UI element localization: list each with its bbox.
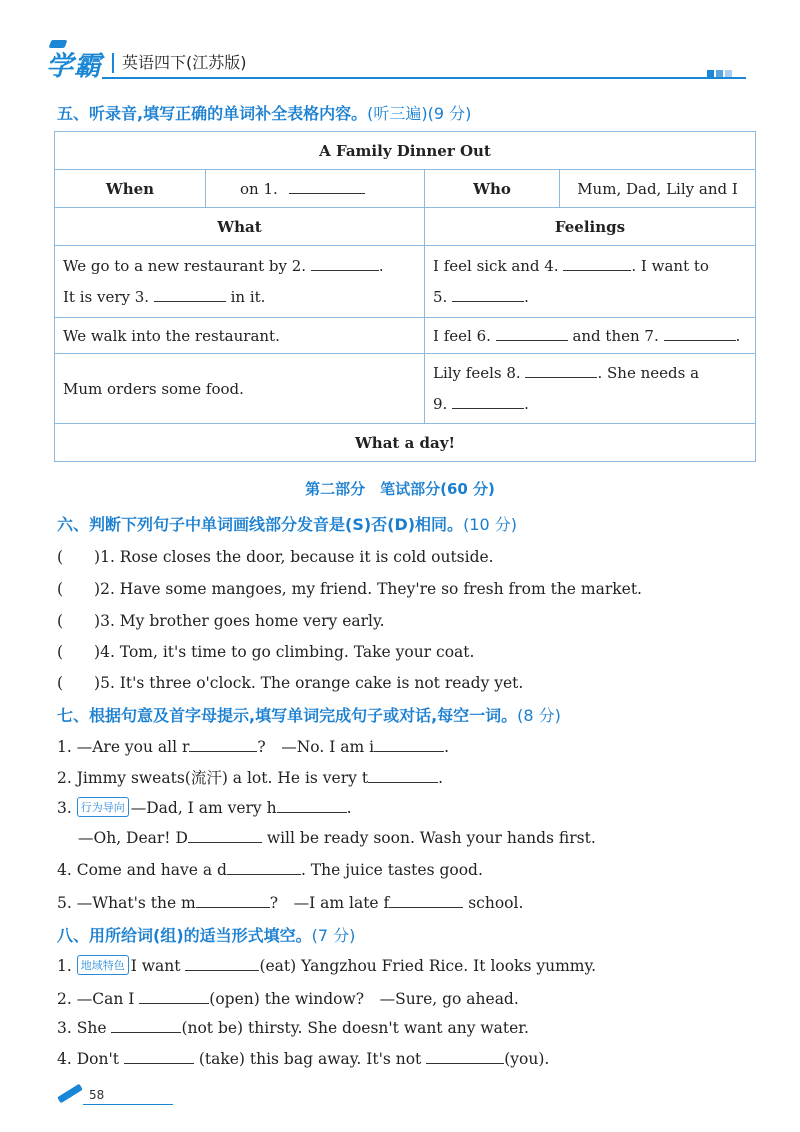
- s7-blank-3b[interactable]: [188, 828, 262, 843]
- header-rule: [102, 77, 746, 79]
- section-5-title: 五、听录音,填写正确的单词补全表格内容。(听三遍)(9 分): [57, 104, 472, 123]
- blank-6[interactable]: [496, 326, 568, 341]
- s7-blank-2[interactable]: [368, 768, 438, 783]
- s7-q2: 2. Jimmy sweats(流汗) a lot. He is very t .: [57, 769, 443, 787]
- page-header: [46, 44, 746, 84]
- region-tag: 地域特色: [77, 955, 129, 975]
- footer-rule: [83, 1104, 173, 1105]
- header-decoration: [705, 62, 732, 81]
- s8-blank-2[interactable]: [139, 989, 209, 1004]
- s7-q1: 1. —Are you all r ? —No. I am i .: [57, 738, 450, 756]
- s6-item-3: ( )3. My brother goes home very early.: [57, 612, 385, 630]
- blank-4[interactable]: [563, 256, 631, 271]
- s8-q2: 2. —Can I (open) the window? —Sure, go ahead.: [57, 990, 519, 1008]
- behavior-tag: 行为导向: [77, 797, 129, 817]
- blank-1[interactable]: [289, 179, 365, 194]
- s8-q4: 4. Don't (take) this bag away. It's not (you).: [57, 1050, 550, 1068]
- feelings-row-3: Lily feels 8. . She needs a 9. .: [425, 354, 756, 424]
- pencil-icon: [57, 1084, 83, 1104]
- blank-5[interactable]: [452, 287, 524, 302]
- blank-2[interactable]: [311, 256, 379, 271]
- feelings-row-2: I feel 6. and then 7. .: [425, 318, 756, 354]
- s7-blank-1b[interactable]: [374, 737, 444, 752]
- blank-9[interactable]: [452, 394, 524, 409]
- page-number: 58: [89, 1088, 105, 1102]
- s8-blank-4b[interactable]: [426, 1049, 504, 1064]
- who-value: Mum, Dad, Lily and I: [560, 170, 756, 208]
- what-row-3: Mum orders some food.: [55, 354, 425, 424]
- s6-item-2: ( )2. Have some mangoes, my friend. They're so fresh from the market.: [57, 580, 642, 598]
- s8-blank-1[interactable]: [185, 956, 259, 971]
- when-label: When: [55, 170, 206, 208]
- section-6-title: 六、判断下列句子中单词画线部分发音是(S)否(D)相同。(10 分): [57, 515, 517, 534]
- section-8-title: 八、用所给词(组)的适当形式填空。(7 分): [57, 926, 356, 945]
- s7-q3-reply: —Oh, Dear! D will be ready soon. Wash your hands first.: [78, 829, 596, 847]
- s7-blank-5b[interactable]: [389, 893, 463, 908]
- blank-8[interactable]: [525, 363, 597, 378]
- what-header: What: [55, 208, 425, 246]
- table-title: A Family Dinner Out: [55, 132, 756, 170]
- what-row-2: We walk into the restaurant.: [55, 318, 425, 354]
- s7-blank-5a[interactable]: [196, 893, 270, 908]
- brand-logo: [46, 44, 102, 83]
- blank-3[interactable]: [154, 287, 226, 302]
- part-2-title: 第二部分 笔试部分(60 分): [305, 480, 495, 498]
- graduation-cap-icon: [49, 40, 68, 48]
- s8-q3: 3. She (not be) thirsty. She doesn't want any water.: [57, 1019, 529, 1037]
- s7-blank-4[interactable]: [227, 860, 301, 875]
- s6-item-4: ( )4. Tom, it's time to go climbing. Take your coat.: [57, 643, 475, 661]
- s6-item-1: ( )1. Rose closes the door, because it is cold outside.: [57, 548, 494, 566]
- s7-q4: 4. Come and have a d . The juice tastes good.: [57, 861, 483, 879]
- section-7-title: 七、根据句意及首字母提示,填写单词完成句子或对话,每空一词。(8 分): [57, 706, 561, 725]
- family-dinner-table: [54, 131, 756, 462]
- blank-7[interactable]: [664, 326, 736, 341]
- table-footer: What a day!: [55, 424, 756, 462]
- s8-q1: 1. 地域特色 I want (eat) Yangzhou Fried Rice. It looks yummy.: [57, 957, 597, 975]
- logo-text: 学霸: [46, 51, 102, 82]
- s8-blank-4a[interactable]: [124, 1049, 194, 1064]
- when-value: on 1.: [206, 170, 425, 208]
- s8-blank-3[interactable]: [111, 1018, 181, 1033]
- s6-item-5: ( )5. It's three o'clock. The orange cake is not ready yet.: [57, 674, 524, 692]
- who-label: Who: [425, 170, 560, 208]
- s7-blank-1a[interactable]: [189, 737, 257, 752]
- feelings-header: Feelings: [425, 208, 756, 246]
- book-title: 英语四下(江苏版): [122, 53, 247, 72]
- s7-blank-3a[interactable]: [277, 798, 347, 813]
- header-divider: [112, 53, 114, 73]
- s7-q5: 5. —What's the m ? —I am late f school.: [57, 894, 524, 912]
- feelings-row-1: I feel sick and 4. . I want to 5. .: [425, 246, 756, 318]
- s7-q3: 3. 行为导向 —Dad, I am very h .: [57, 799, 352, 817]
- what-row-1: We go to a new restaurant by 2. . It is very 3. in it.: [55, 246, 425, 318]
